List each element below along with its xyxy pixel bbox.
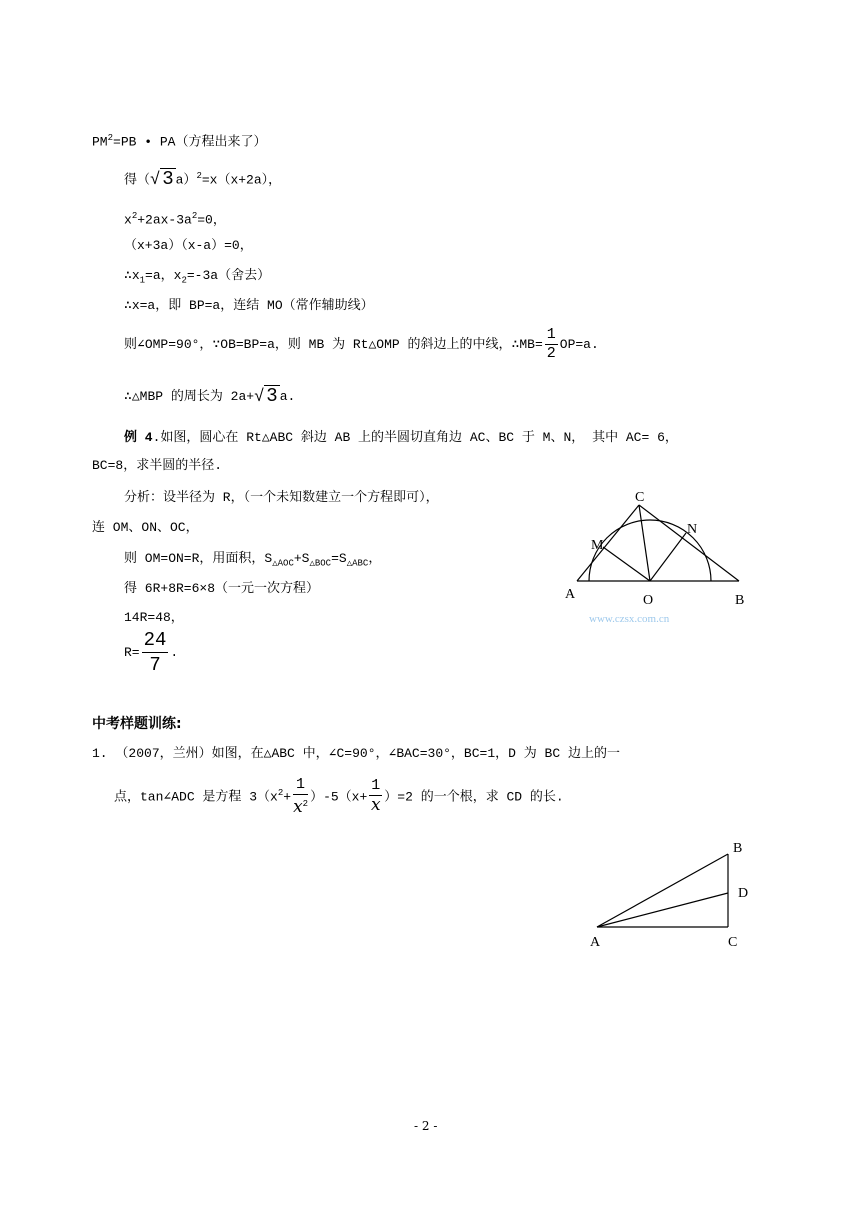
text: +S bbox=[293, 551, 310, 566]
text: ）-5（x+ bbox=[310, 789, 368, 805]
subscript: △AOC bbox=[272, 558, 294, 569]
solution-line-8 bbox=[124, 385, 295, 408]
fraction bbox=[293, 776, 308, 818]
text: x bbox=[124, 212, 132, 228]
text: =0， bbox=[197, 212, 226, 228]
segment-on bbox=[650, 533, 686, 581]
solution-line-7 bbox=[124, 326, 599, 363]
label-a: A bbox=[590, 935, 601, 950]
subscript: △ABC bbox=[346, 558, 369, 569]
text: PA（方程出来了） bbox=[159, 134, 267, 150]
text: 则∠OMP=90°，∵OB=BP=a，则 MB 为 Rt△OMP 的斜边上的中线，∴MB= bbox=[124, 336, 543, 352]
text: 连 OM、ON、OC， bbox=[92, 520, 199, 535]
semicircle-triangle-diagram bbox=[555, 485, 775, 630]
example4-line-2 bbox=[92, 456, 222, 476]
solution-line-6 bbox=[124, 296, 374, 316]
side-bc bbox=[639, 505, 739, 581]
text: =x（x+2a）， bbox=[201, 172, 282, 188]
numerator: 1 bbox=[546, 326, 556, 343]
text: ）=2 的一个根，求 CD 的长. bbox=[384, 789, 564, 805]
text: =PB bbox=[113, 134, 137, 150]
text: 14R=48， bbox=[124, 610, 184, 625]
text: .如图，圆心在 Rt△ABC 斜边 AB 上的半圆切直角边 AC、BC 于 M、N， 其中 AC= 6， bbox=[152, 430, 678, 445]
label-m: M bbox=[591, 538, 604, 553]
numerator: 1 bbox=[293, 776, 308, 795]
label-c: C bbox=[728, 935, 738, 950]
text: ∴△MBP 的周长为 2a+ bbox=[124, 388, 255, 404]
analysis-line-1 bbox=[124, 488, 439, 508]
watermark: www.czsx.com.cn bbox=[589, 613, 670, 625]
example-label: 例 4 bbox=[124, 430, 153, 445]
subscript: △BOC bbox=[309, 558, 332, 569]
text: + bbox=[283, 789, 292, 805]
superscript: 2 bbox=[107, 133, 114, 143]
label-a: A bbox=[565, 587, 576, 602]
variable: x bbox=[293, 796, 303, 817]
numerator: 24 bbox=[143, 629, 167, 652]
radicand: 3 bbox=[162, 168, 174, 191]
triangle-abd-diagram bbox=[585, 835, 760, 955]
denominator: 7 bbox=[149, 654, 161, 677]
segment-om bbox=[603, 547, 650, 581]
denominator: 2 bbox=[546, 345, 556, 362]
superscript: 2 bbox=[277, 788, 284, 798]
problem-1-line-2 bbox=[114, 768, 564, 822]
solution-line-4 bbox=[124, 236, 253, 256]
text: 得 6R+8R=6×8（一元一次方程） bbox=[124, 581, 320, 596]
side-ac bbox=[577, 505, 639, 581]
label-b: B bbox=[733, 841, 743, 856]
text: =a，x bbox=[145, 268, 182, 283]
segment-ad bbox=[597, 893, 728, 927]
label-c: C bbox=[635, 490, 645, 505]
subscript: 1 bbox=[139, 275, 146, 286]
segment-oc bbox=[639, 505, 650, 581]
fraction bbox=[369, 777, 382, 816]
denominator bbox=[293, 795, 308, 818]
analysis-line-4 bbox=[124, 579, 319, 599]
solution-line-3 bbox=[124, 206, 226, 230]
page-number: - 2 - bbox=[414, 1119, 438, 1133]
training-heading: 中考样题训练: bbox=[92, 716, 182, 732]
label-d: D bbox=[738, 886, 749, 901]
text: +2ax-3a bbox=[137, 212, 192, 228]
text: BC=8，求半圆的半径. bbox=[92, 458, 223, 473]
sqrt-symbol: √ 3 bbox=[254, 385, 278, 407]
text: • bbox=[144, 134, 153, 150]
example4-line-1 bbox=[124, 428, 678, 448]
text: a. bbox=[279, 388, 296, 404]
solution-line-5 bbox=[124, 266, 270, 291]
variable: x bbox=[370, 795, 381, 816]
fraction bbox=[545, 326, 558, 363]
problem-1-line-1 bbox=[92, 744, 620, 764]
subscript: 2 bbox=[181, 275, 187, 286]
denominator bbox=[369, 796, 382, 816]
analysis-line-5 bbox=[124, 608, 184, 628]
superscript: 2 bbox=[196, 171, 202, 181]
superscript: 2 bbox=[131, 211, 138, 221]
solution-line-1 bbox=[92, 128, 266, 152]
text: OP=a. bbox=[559, 336, 599, 352]
text: =-3a（舍去） bbox=[186, 268, 271, 283]
solution-line-2 bbox=[124, 166, 281, 191]
text: R= bbox=[124, 645, 140, 660]
text: ∴x=a，即 BP=a，连结 MO（常作辅助线） bbox=[124, 298, 374, 313]
label-o: O bbox=[643, 593, 654, 608]
text: =S bbox=[331, 551, 347, 566]
label-b: B bbox=[735, 593, 745, 608]
label-n: N bbox=[687, 522, 698, 537]
analysis-line-2 bbox=[92, 518, 199, 538]
text: ， bbox=[368, 551, 382, 566]
text: 则 OM=ON=R，用面积，S bbox=[124, 551, 273, 566]
text: PM bbox=[92, 134, 108, 150]
text: a） bbox=[175, 172, 197, 188]
text: （x+3a）（x-a）=0， bbox=[124, 238, 253, 253]
analysis-line-3 bbox=[124, 549, 381, 574]
text: 分析：设半径为 R，（一个未知数建立一个方程即可）， bbox=[124, 490, 439, 505]
radicand: 3 bbox=[266, 385, 278, 407]
text: ∴x bbox=[124, 268, 140, 283]
superscript: 2 bbox=[302, 798, 309, 809]
superscript: 2 bbox=[191, 211, 198, 221]
side-ab bbox=[597, 854, 728, 927]
text: 得（ bbox=[124, 172, 151, 188]
numerator: 1 bbox=[371, 777, 381, 795]
problem-number: 1. bbox=[92, 746, 108, 761]
fraction bbox=[142, 628, 169, 677]
analysis-line-6 bbox=[124, 628, 178, 678]
text: 点，tan∠ADC 是方程 3（x bbox=[114, 789, 278, 805]
sqrt-symbol: √ 3 bbox=[150, 168, 174, 191]
text: （2007，兰州）如图，在△ABC 中，∠C=90°，∠BAC=30°，BC=1，D 为 BC 边上的一 bbox=[115, 746, 620, 761]
text: . bbox=[170, 645, 179, 660]
